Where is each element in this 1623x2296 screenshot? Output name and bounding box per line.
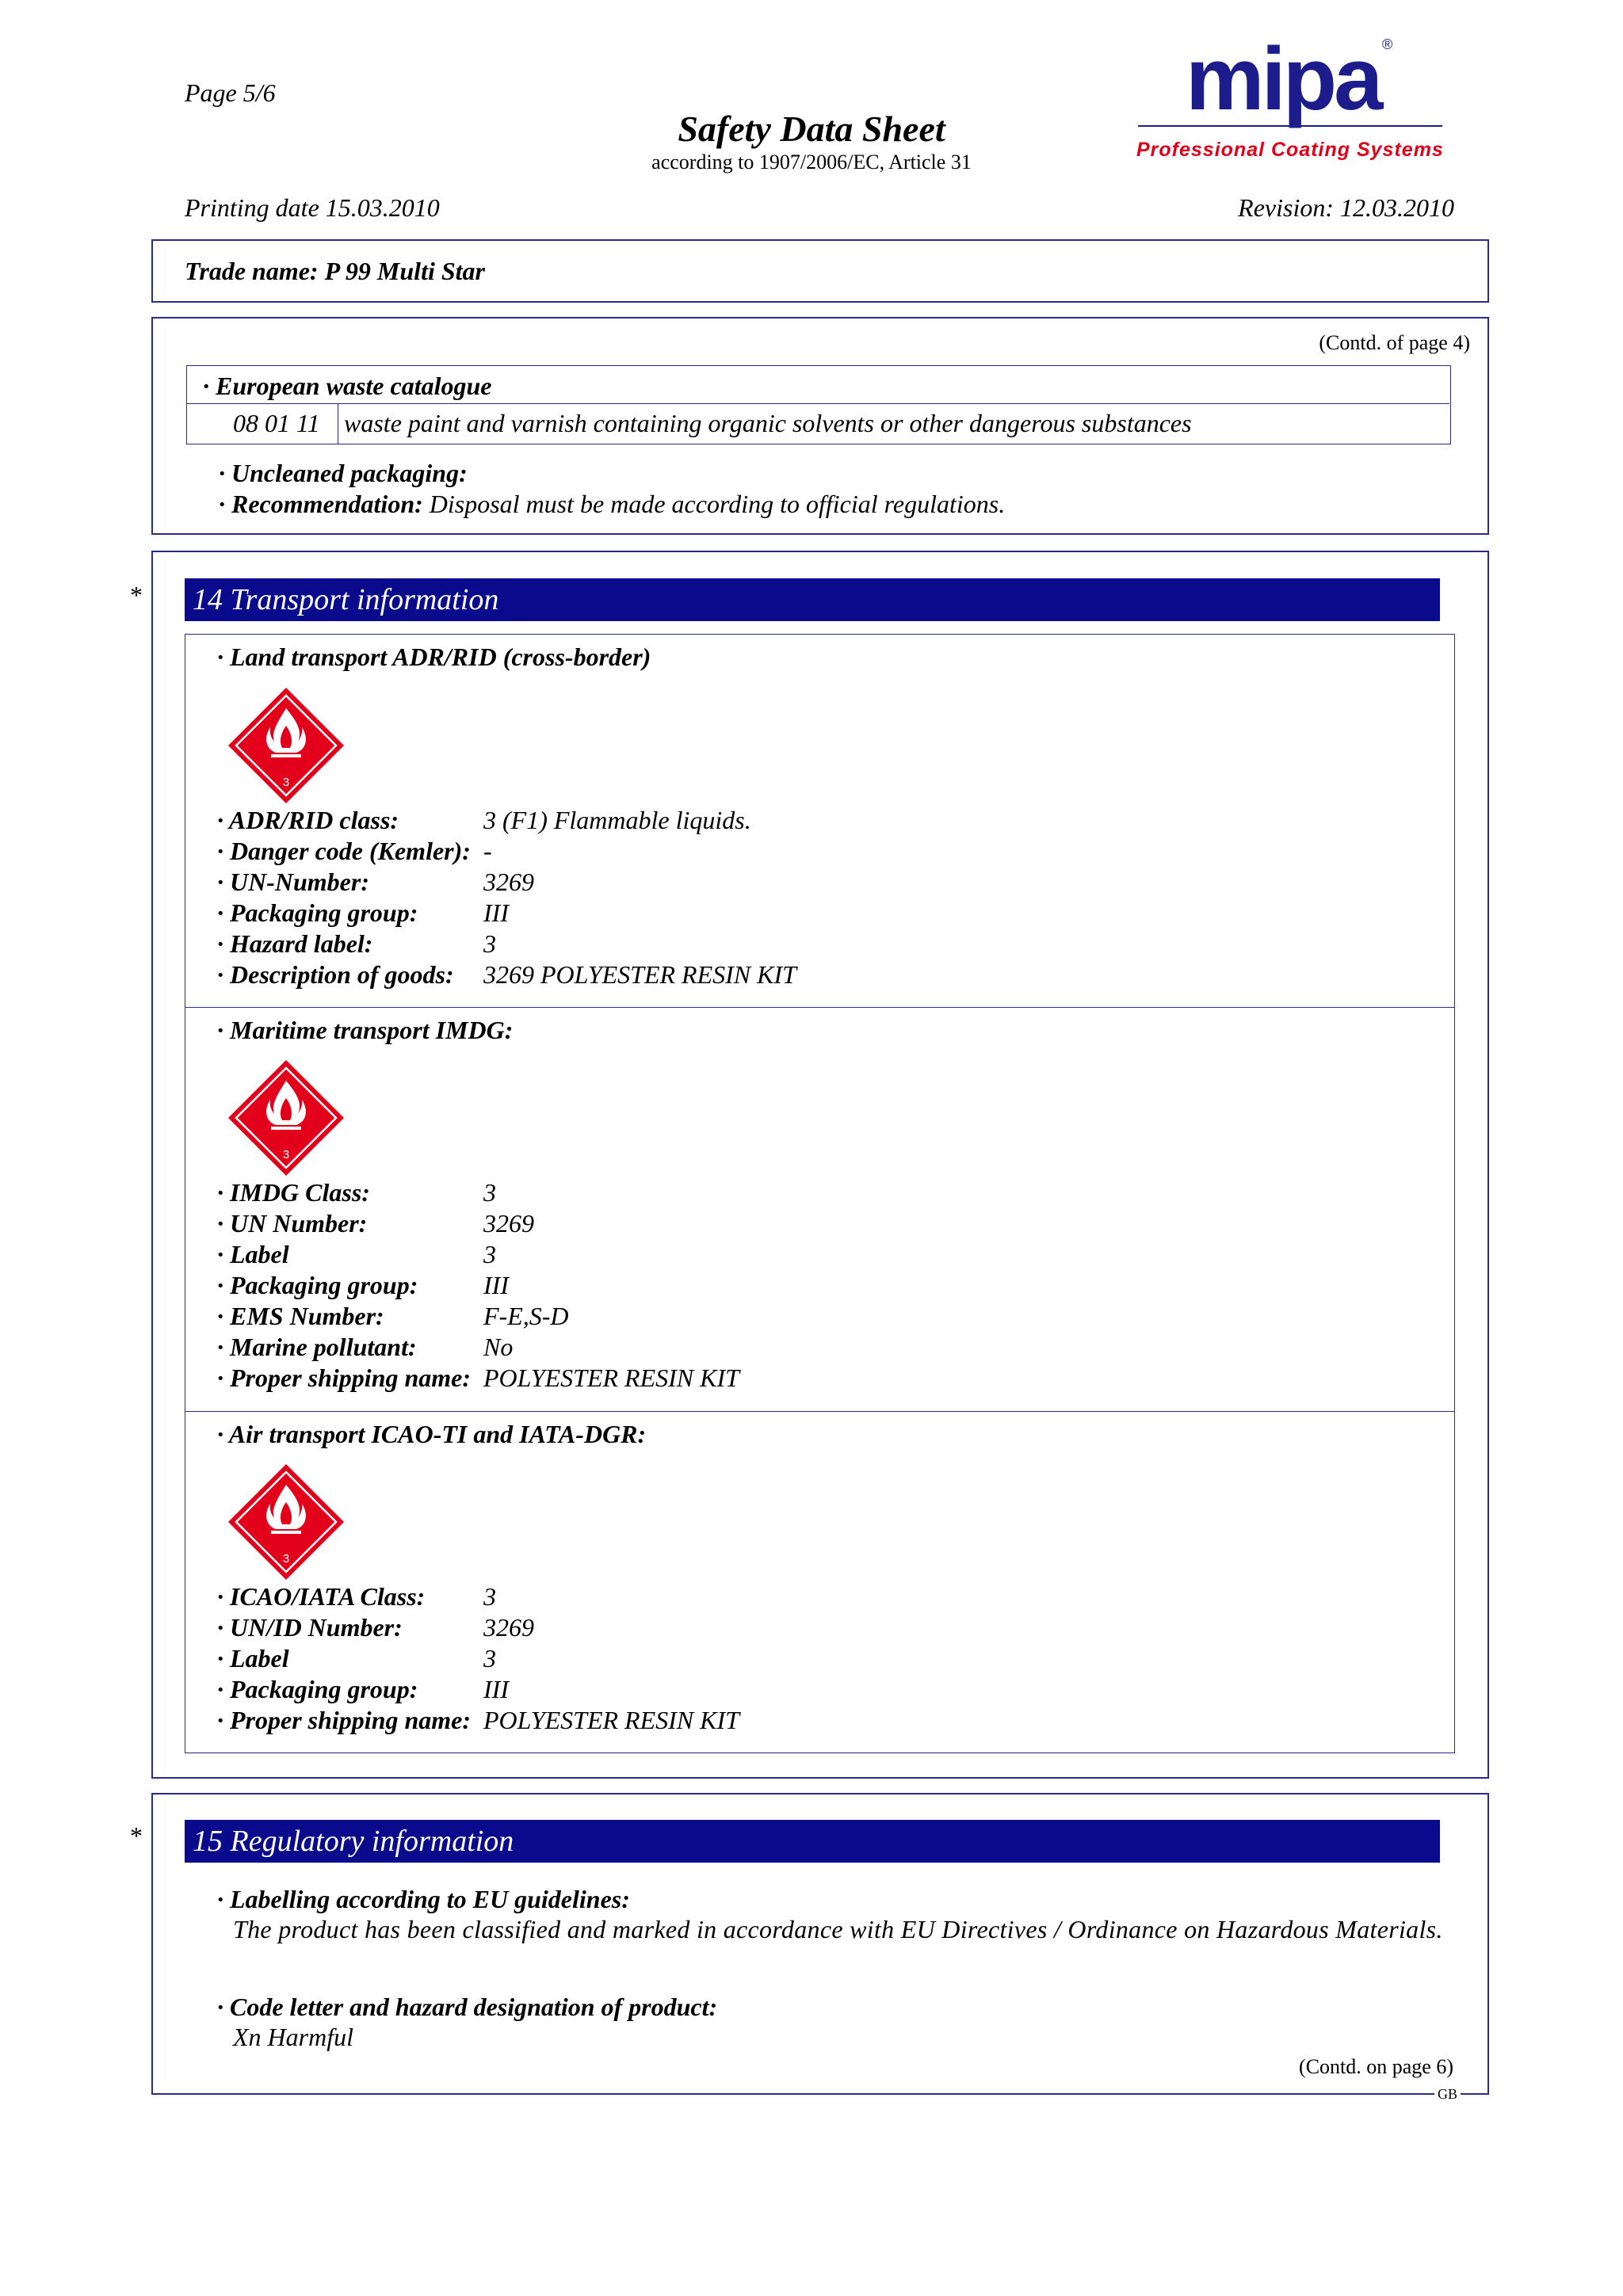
document-title: Safety Data Sheet <box>678 109 945 149</box>
detail-value: POLYESTER RESIN KIT <box>483 1706 739 1734</box>
flammable-diamond-icon <box>227 1463 346 1581</box>
waste-code: 08 01 11 <box>233 409 320 437</box>
mipa-logo <box>1132 29 1449 174</box>
recommendation-line <box>219 489 1005 519</box>
detail-value: 3269 POLYESTER RESIN KIT <box>483 960 796 989</box>
detail-value: 3269 <box>483 868 534 896</box>
land-transport-heading: · Land transport ADR/RID (cross-border) <box>217 643 651 671</box>
transport-section-heading: 14 Transport information <box>185 578 1440 621</box>
detail-key: · Marine pollutant: <box>217 1333 417 1361</box>
labelling-label: · Labelling according to EU guidelines: <box>217 1885 630 1913</box>
pictogram-class-number: 3 <box>282 1148 290 1161</box>
detail-key: · Packaging group: <box>217 898 418 927</box>
detail-value: 3 (F1) Flammable liquids. <box>483 806 751 834</box>
detail-value: 3269 <box>483 1209 534 1238</box>
trade-name-box <box>151 239 1489 303</box>
detail-value: F-E,S-D <box>483 1302 569 1330</box>
recommendation-label: · Recommendation: <box>219 490 423 518</box>
detail-value: III <box>483 898 509 927</box>
pictogram-class-number: 3 <box>282 1552 290 1566</box>
logo-rule <box>1138 125 1442 127</box>
waste-description: waste paint and varnish containing organic solvents or other dangerous substances <box>344 409 1192 437</box>
detail-value: POLYESTER RESIN KIT <box>483 1363 739 1392</box>
code-letter-label: · Code letter and hazard designation of product: <box>217 1993 718 2021</box>
code-letter-value: Xn Harmful <box>233 2023 353 2051</box>
detail-key: · Packaging group: <box>217 1271 418 1299</box>
detail-value: III <box>483 1271 509 1299</box>
recommendation-value: Disposal must be made according to official regulations. <box>429 490 1006 518</box>
detail-value: No <box>483 1333 514 1361</box>
printing-date: Printing date 15.03.2010 <box>185 193 440 222</box>
detail-key: · Danger code (Kemler): <box>217 837 471 865</box>
pictogram-class-number: 3 <box>282 776 290 789</box>
detail-key: · EMS Number: <box>217 1302 384 1330</box>
country-code: GB <box>1434 2085 1461 2103</box>
waste-catalogue-label: · European waste catalogue <box>203 372 492 400</box>
detail-value: 3 <box>483 929 496 958</box>
detail-key: · ADR/RID class: <box>217 806 399 834</box>
detail-key: · UN-Number: <box>217 868 369 896</box>
labelling-text: The product has been classified and marked in accordance with EU Directives / Ordinance on Hazardous Materials. <box>233 1915 1443 1943</box>
revision-star: * <box>130 581 143 609</box>
detail-key: · Label <box>217 1644 289 1672</box>
detail-key: · Description of goods: <box>217 960 454 989</box>
logo-tagline: Professional Coating Systems <box>1136 139 1444 161</box>
disposal-section-box <box>151 317 1489 535</box>
detail-key: · Proper shipping name: <box>217 1706 472 1734</box>
detail-key: · Hazard label: <box>217 929 373 958</box>
detail-key: · IMDG Class: <box>217 1178 370 1207</box>
contd-from-page: (Contd. of page 4) <box>1319 331 1470 354</box>
revision-star: * <box>130 1821 143 1850</box>
detail-value: 3 <box>483 1644 496 1672</box>
detail-value: - <box>483 837 492 865</box>
document-subtitle: according to 1907/2006/EC, Article 31 <box>651 151 972 174</box>
detail-value: III <box>483 1675 509 1703</box>
registered-mark: ® <box>1382 36 1393 52</box>
waste-catalogue-table <box>186 365 1451 444</box>
logo-wordmark: mipa <box>1186 29 1381 128</box>
regulatory-section-heading: 15 Regulatory information <box>185 1820 1440 1863</box>
uncleaned-packaging-label: · Uncleaned packaging: <box>219 459 468 487</box>
detail-value: 3 <box>483 1582 496 1611</box>
detail-value: 3 <box>483 1178 496 1207</box>
trade-name: Trade name: P 99 Multi Star <box>185 257 485 285</box>
flammable-diamond-icon <box>227 686 346 805</box>
revision-date: Revision: 12.03.2010 <box>1238 193 1454 222</box>
maritime-transport-heading: · Maritime transport IMDG: <box>217 1016 514 1044</box>
contd-on-page: (Contd. on page 6) <box>1299 2055 1453 2078</box>
air-transport-heading: · Air transport ICAO-TI and IATA-DGR: <box>217 1420 647 1448</box>
detail-key: · ICAO/IATA Class: <box>217 1582 426 1611</box>
flammable-diamond-icon <box>227 1058 346 1177</box>
detail-value: 3 <box>483 1240 496 1268</box>
detail-key: · UN/ID Number: <box>217 1613 403 1642</box>
detail-key: · Packaging group: <box>217 1675 418 1703</box>
detail-value: 3269 <box>483 1613 534 1642</box>
detail-key: · UN Number: <box>217 1209 368 1238</box>
page-number: Page 5/6 <box>185 78 276 107</box>
detail-key: · Label <box>217 1240 289 1268</box>
detail-key: · Proper shipping name: <box>217 1363 472 1392</box>
